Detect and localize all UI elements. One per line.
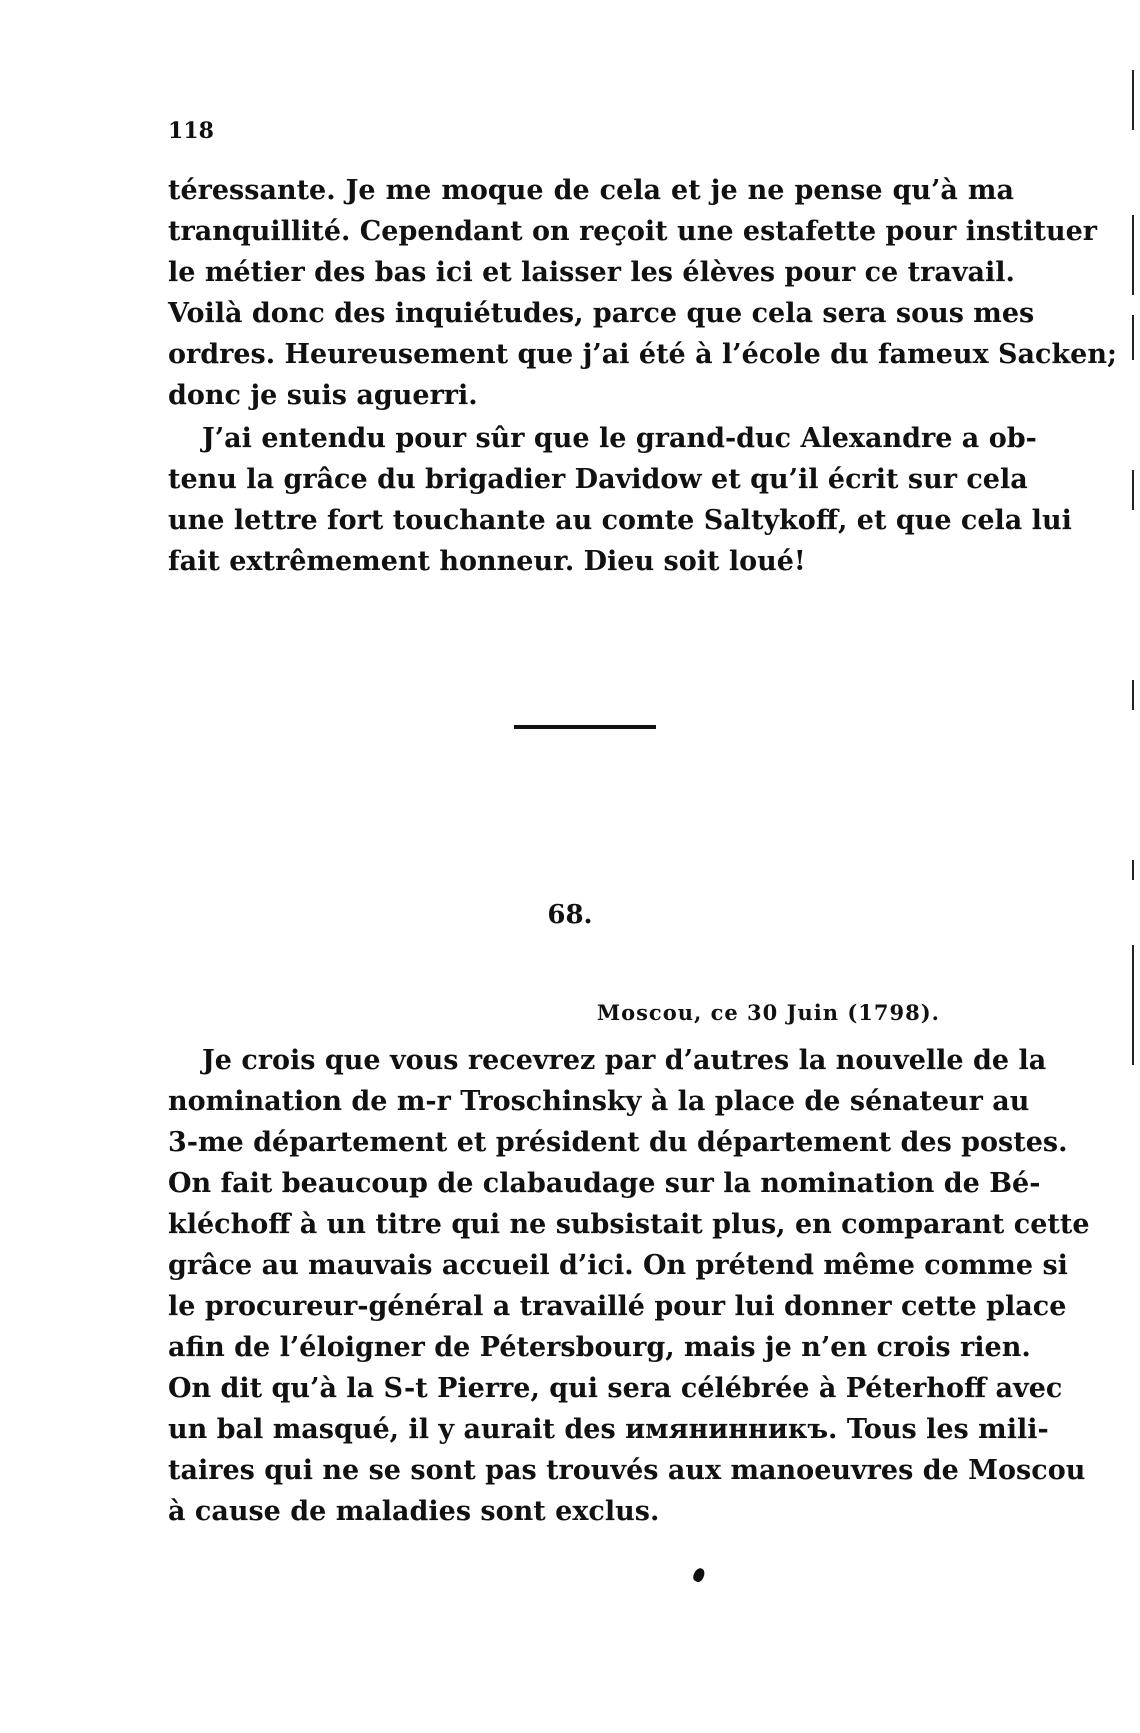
letter-number: 68.: [547, 900, 593, 930]
text-line: afin de l’éloigner de Pétersbourg, mais je n’en crois rien.: [168, 1332, 1031, 1363]
text-line: une lettre fort touchante au comte Saltykoff, et que cela lui: [168, 505, 1072, 536]
section-divider: [514, 725, 656, 729]
text-line: J’ai entendu pour sûr que le grand-duc Alexandre a ob-: [202, 423, 1037, 454]
ink-blot: [692, 1567, 707, 1584]
text-line: le procureur-général a travaillé pour lui donner cette place: [168, 1291, 1067, 1322]
text-line: tranquillité. Cependant on reçoit une estafette pour instituer: [168, 216, 1098, 247]
text-line: 3-me département et président du département des postes.: [168, 1127, 1068, 1158]
text-line: taires qui ne se sont pas trouvés aux manoeuvres de Moscou: [168, 1455, 1086, 1486]
scan-edge-mark: [1132, 215, 1134, 295]
paragraph-letter-body: [168, 1040, 1090, 1532]
scan-edge-mark: [1132, 470, 1134, 510]
paragraph-continuation: [168, 170, 1117, 416]
text-line: téressante. Je me moque de cela et je ne pense qu’à ma: [168, 175, 1014, 206]
letter-dateline: Moscou, ce 30 Juin (1798).: [596, 1000, 940, 1025]
scan-edge-mark: [1132, 315, 1134, 360]
text-line: Voilà donc des inquiétudes, parce que cela sera sous mes: [168, 298, 1035, 329]
text-line: donc je suis aguerri.: [168, 380, 478, 411]
scan-edge-mark: [1132, 945, 1134, 1065]
text-line: kléchoff à un titre qui ne subsistait plus, en comparant cette: [168, 1209, 1090, 1240]
text-line: nomination de m-r Troschinsky à la place de sénateur au: [168, 1086, 1030, 1117]
scan-edge-mark: [1132, 70, 1134, 130]
scan-edge-mark: [1132, 680, 1134, 710]
text-line: Je crois que vous recevrez par d’autres la nouvelle de la: [202, 1045, 1047, 1076]
text-line: un bal masqué, il y aurait des имянинникъ. Tous les mili-: [168, 1414, 1049, 1445]
text-line: grâce au mauvais accueil d’ici. On prétend même comme si: [168, 1250, 1068, 1281]
scan-edge-mark: [1132, 860, 1134, 880]
text-line: fait extrêmement honneur. Dieu soit loué!: [168, 546, 806, 577]
text-line: On dit qu’à la S-t Pierre, qui sera célébrée à Péterhoff avec: [168, 1373, 1063, 1404]
paragraph-grand-duke: [168, 418, 1072, 582]
text-line: tenu la grâce du brigadier Davidow et qu’il écrit sur cela: [168, 464, 1028, 495]
page-number: 118: [168, 118, 214, 144]
text-line: ordres. Heureusement que j’ai été à l’école du fameux Sacken;: [168, 339, 1117, 370]
text-line: On fait beaucoup de clabaudage sur la nomination de Bé-: [168, 1168, 1041, 1199]
text-line: le métier des bas ici et laisser les élèves pour ce travail.: [168, 257, 1015, 288]
text-line: à cause de maladies sont exclus.: [168, 1496, 660, 1527]
